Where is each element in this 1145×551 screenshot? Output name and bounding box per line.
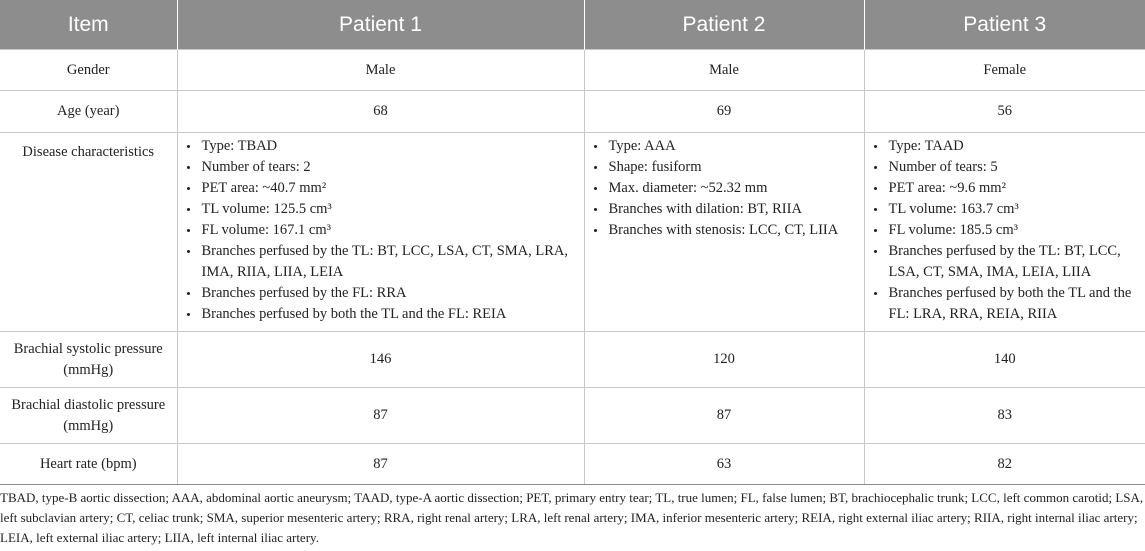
row-label: Disease characteristics (0, 133, 177, 332)
table-row-heart-rate (0, 444, 1145, 485)
table-cell: 87 (584, 388, 864, 444)
list-item: • PET area: ~9.6 mm² (887, 178, 1138, 199)
table-cell: Male (177, 50, 584, 91)
header-row (0, 0, 1145, 50)
table-cell (584, 133, 864, 332)
table-cell: 120 (584, 332, 864, 388)
row-label-line: Brachial systolic pressure (13, 340, 163, 357)
table-cell (177, 133, 584, 332)
list-item: • Number of tears: 5 (887, 157, 1138, 178)
list-item: • Branches with dilation: BT, RIIA (607, 199, 856, 220)
table-row-gender (0, 50, 1145, 91)
table-cell: Male (584, 50, 864, 91)
list-item: • Branches perfused by the TL: BT, LCC, LSA, CT, SMA, LRA, IMA, RIIA, LIIA, LEIA (200, 241, 576, 283)
list-item: • Type: TBAD (200, 136, 576, 157)
table-row-diastolic (0, 388, 1145, 444)
list-item: • Type: AAA (607, 136, 856, 157)
table-cell: 146 (177, 332, 584, 388)
table-cell: 87 (177, 444, 584, 485)
list-item: • TL volume: 163.7 cm³ (887, 199, 1138, 220)
table-row-age (0, 91, 1145, 133)
table-cell: 63 (584, 444, 864, 485)
row-label: Heart rate (bpm) (0, 444, 177, 485)
table-cell: 87 (177, 388, 584, 444)
table-cell: 82 (864, 444, 1145, 485)
row-label-unit: (mmHg) (63, 417, 114, 434)
table-cell: 83 (864, 388, 1145, 444)
table-cell: 68 (177, 91, 584, 133)
list-item: • FL volume: 167.1 cm³ (200, 220, 576, 241)
list-item: • Branches perfused by the FL: RRA (200, 283, 576, 304)
header-patient-1: Patient 1 (177, 0, 584, 50)
table-cell: 56 (864, 91, 1145, 133)
list-item: • TL volume: 125.5 cm³ (200, 199, 576, 220)
header-item: Item (0, 0, 177, 50)
table-cell: 140 (864, 332, 1145, 388)
list-item: • FL volume: 185.5 cm³ (887, 220, 1138, 241)
list-item: • Branches perfused by both the TL and the FL: REIA (200, 304, 576, 325)
row-label (0, 332, 177, 388)
table-cell: Female (864, 50, 1145, 91)
list-item: • Branches with stenosis: LCC, CT, LIIA (607, 220, 856, 241)
table-cell: 69 (584, 91, 864, 133)
table-footnote: TBAD, type-B aortic dissection; AAA, abdominal aortic aneurysm; TAAD, type-A aortic dissection; PET, primary entry tear; TL, true lumen; FL, false lumen; BT, brachiocephalic trunk; LCC, left common carotid; LSA, left subclavian artery; CT, celiac trunk; SMA, superior mesenteric artery; RRA, right renal artery; LRA, left renal artery; IMA, inferior mesenteric artery; REIA, right external iliac artery; RIIA, right internal iliac artery; LEIA, left external iliac artery; LIIA, left internal iliac artery. (0, 490, 1144, 545)
list-item: • Branches perfused by the TL: BT, LCC, LSA, CT, SMA, IMA, LEIA, LIIA (887, 241, 1138, 283)
row-label-unit: (mmHg) (63, 361, 114, 378)
table-row-systolic (0, 332, 1145, 388)
list-item: • Max. diameter: ~52.32 mm (607, 178, 856, 199)
disease-list-patient-1 (186, 136, 576, 325)
list-item: • Branches perfused by both the TL and the FL: LRA, RRA, REIA, RIIA (887, 283, 1138, 325)
list-item: • Shape: fusiform (607, 157, 856, 178)
disease-list-patient-3 (873, 136, 1138, 325)
disease-list-patient-2 (593, 136, 856, 241)
row-label (0, 388, 177, 444)
list-item: • Type: TAAD (887, 136, 1138, 157)
row-label-line: Brachial diastolic pressure (11, 396, 166, 413)
list-item: • PET area: ~40.7 mm² (200, 178, 576, 199)
list-item: • Number of tears: 2 (200, 157, 576, 178)
header-patient-3: Patient 3 (864, 0, 1145, 50)
table-cell (864, 133, 1145, 332)
table-row-disease-characteristics (0, 133, 1145, 332)
row-label: Gender (0, 50, 177, 91)
row-label: Age (year) (0, 91, 177, 133)
header-patient-2: Patient 2 (584, 0, 864, 50)
